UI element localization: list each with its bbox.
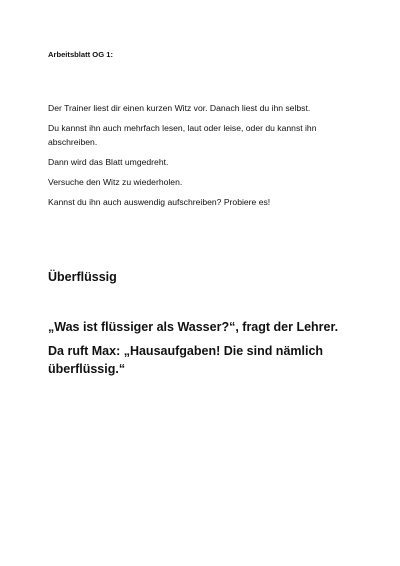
instruction-paragraph: Kannst du ihn auch auswendig aufschreiben? Probiere es! xyxy=(48,197,271,207)
worksheet-header: Arbeitsblatt OG 1: xyxy=(48,50,113,59)
joke-line: Da ruft Max: „Hausaufgaben! Die sind nämlich überflüssig.“ xyxy=(48,344,324,376)
instruction-paragraph: Dann wird das Blatt umgedreht. xyxy=(48,157,169,167)
instructions-block xyxy=(48,101,368,215)
instruction-paragraph: Der Trainer liest dir einen kurzen Witz vor. Danach liest du ihn selbst. xyxy=(48,103,311,113)
instruction-paragraph: Versuche den Witz zu wiederholen. xyxy=(48,177,183,187)
joke-title: Überflüssig xyxy=(48,270,117,284)
instruction-paragraph: Du kannst ihn auch mehrfach lesen, laut oder leise, oder du kannst ihn abschreiben. xyxy=(48,123,317,147)
joke-text xyxy=(48,318,368,384)
joke-line: „Was ist flüssiger als Wasser?“, fragt der Lehrer. xyxy=(48,320,339,334)
